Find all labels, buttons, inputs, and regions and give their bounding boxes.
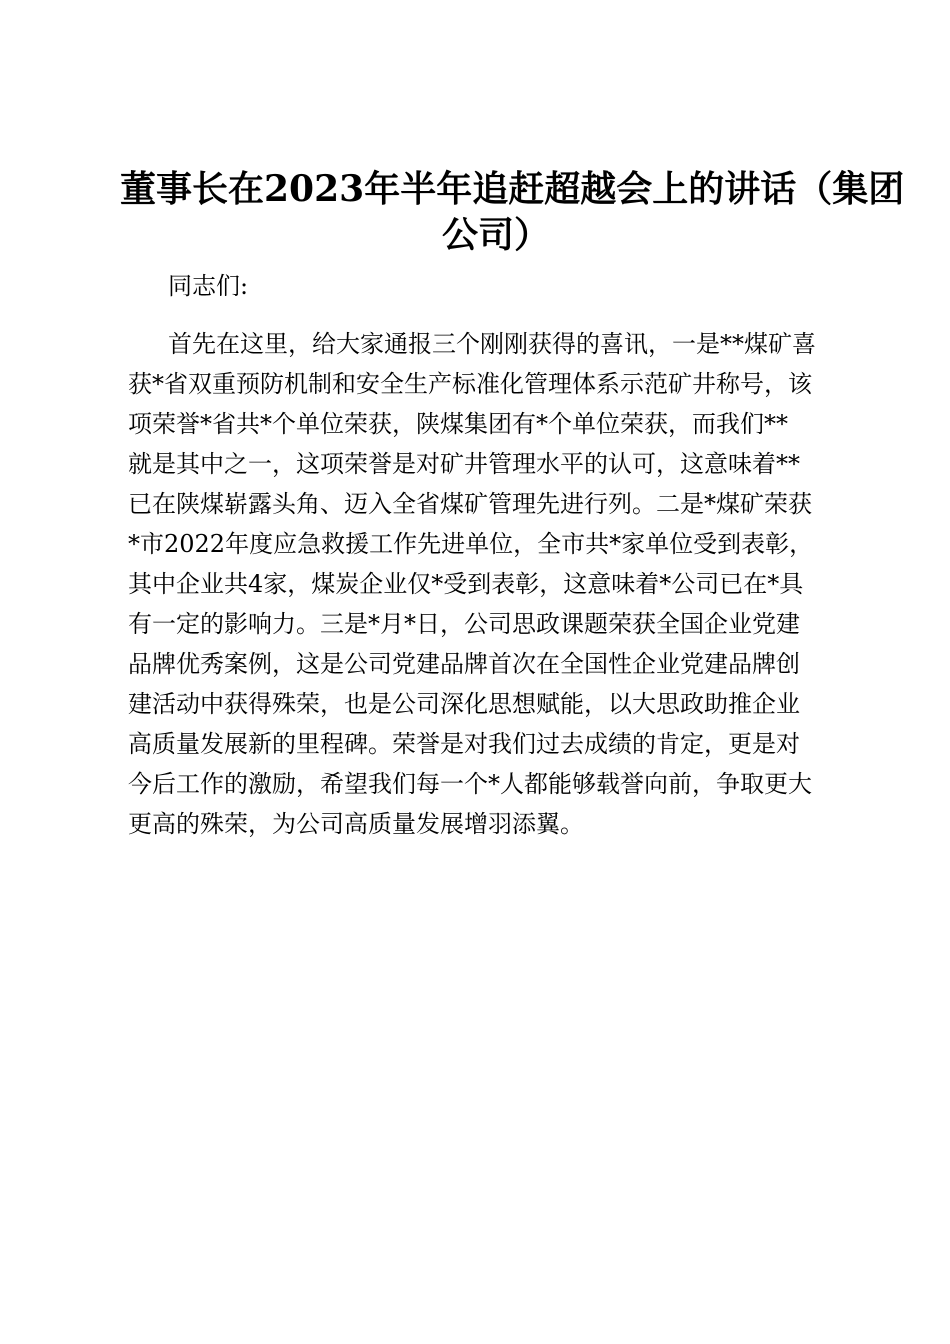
paragraph-line-11: 高质量发展新的里程碑。荣誉是对我们过去成绩的肯定，更是对 [128,730,800,758]
salutation: 同志们: [168,272,249,300]
document-title [120,166,905,258]
paragraph-line-10: 建活动中获得殊荣，也是公司深化思想赋能，以大思政助推企业 [128,690,800,718]
paragraph-line-5: 已在陕煤崭露头角、迈入全省煤矿管理先进行列。二是*煤矿荣获 [128,490,812,518]
paragraph-line-12: 今后工作的激励，希望我们每一个*人都能够载誉向前，争取更大 [128,770,812,798]
paragraph-line-4: 就是其中之一，这项荣誉是对矿井管理水平的认可，这意味着** [128,450,800,478]
paragraph-line-8: 有一定的影响力。三是*月*日，公司思政课题荣获全国企业党建 [128,610,800,638]
document-body [128,266,858,844]
paragraph-line-13: 更高的殊荣，为公司高质量发展增羽添翼。 [128,810,584,838]
paragraph-line-6: *市2022年度应急救援工作先进单位，全市共*家单位受到表彰， [128,530,814,558]
paragraph-line-7: 其中企业共4家，煤炭企业仅*受到表彰，这意味着*公司已在*具 [128,570,804,598]
title-line-1: 董事长在2023年半年追赶超越会上的讲话（集团 [120,168,905,210]
paragraph-line-2: 获*省双重预防机制和安全生产标准化管理体系示范矿井称号，该 [128,370,812,398]
paragraph-line-1: 首先在这里，给大家通报三个刚刚获得的喜讯，一是**煤矿喜 [168,330,816,358]
paragraph-line-3: 项荣誉*省共*个单位荣获，陕煤集团有*个单位荣获，而我们** [128,410,788,438]
title-line-2: 公司） [441,214,550,256]
paragraph-line-9: 品牌优秀案例，这是公司党建品牌首次在全国性企业党建品牌创 [128,650,800,678]
